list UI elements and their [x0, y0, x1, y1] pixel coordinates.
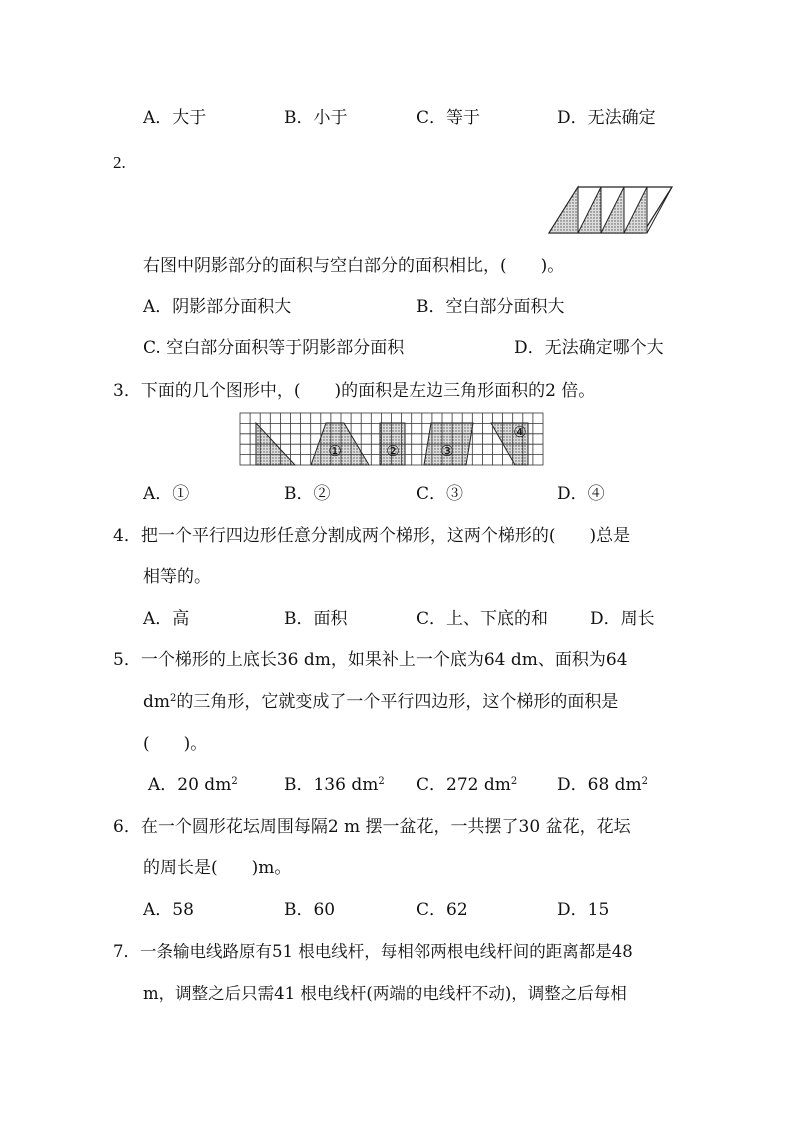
q6-option-b: B．60 [284, 900, 336, 920]
q2-option-b: B．空白部分面积大 [416, 297, 565, 317]
q2-option-c: C. 空白部分面积等于阴影部分面积 [143, 338, 405, 358]
q5-option-a: A．20 $dm^2$ [148, 775, 238, 795]
q3-option-a: A．① [143, 484, 190, 504]
q6-option-a: A．58 [143, 900, 194, 920]
q4-option-c: C．上、下底的和 [416, 609, 549, 629]
q4-option-b: B．面积 [284, 609, 348, 629]
q5-option-c: C．272 $dm^2$ [416, 775, 518, 795]
q4-option-a: A．高 [143, 609, 190, 629]
q6-option-c: C．62 [416, 900, 468, 920]
q3-stem: 3．下面的几个图形中，( )的面积是左边三角形面积的2 倍。 [113, 381, 596, 401]
q3-grid-figure [239, 412, 545, 468]
q5-line-3: ( )。 [143, 734, 208, 754]
q3-label-3: ③ [440, 442, 454, 460]
q3-label-1: ① [328, 442, 342, 460]
q6-option-d: D．15 [557, 900, 610, 920]
q2-stem: 右图中阴影部分的面积与空白部分的面积相比，( )。 [143, 256, 565, 276]
q2-number: 2. [113, 153, 126, 172]
q5-line-1: 5．一个梯形的上底长36 dm，如果补上一个底为64 dm、面积为64 [113, 650, 628, 670]
q3-option-d: D．④ [557, 484, 605, 504]
q5-option-d: D．68 $dm^2$ [557, 775, 649, 795]
q5-option-b: B．136 $dm^2$ [284, 775, 385, 795]
q4-option-d: D．周长 [590, 609, 655, 629]
q6-line-1: 6．在一个圆形花坛周围每隔2 m 摆一盆花，一共摆了30 盆花，花坛 [113, 817, 631, 837]
q7-line-2: m，调整之后只需41 根电线杆(两端的电线杆不动)，调整之后每相 [143, 984, 627, 1003]
q1-option-c: C．等于 [416, 108, 481, 128]
q1-option-a: A．大于 [143, 108, 207, 128]
q7-line-1: 7．一条输电线路原有51 根电线杆，每相邻两根电线杆间的距离都是48 [113, 942, 633, 961]
q4-line-1: 4．把一个平行四边形任意分割成两个梯形，这两个梯形的( )总是 [113, 526, 631, 546]
q3-option-b: B．② [284, 484, 331, 504]
q3-label-2: ② [386, 442, 400, 460]
q2-option-a: A．阴影部分面积大 [143, 297, 292, 317]
q3-label-4: ④ [513, 423, 527, 441]
q3-option-c: C．③ [416, 484, 464, 504]
q1-option-d: D．无法确定 [557, 108, 656, 128]
q6-line-2: 的周长是( )m。 [143, 858, 292, 878]
q2-parallelogram-figure [548, 184, 674, 236]
q1-option-b: B．小于 [284, 108, 348, 128]
q4-line-2: 相等的。 [143, 567, 211, 587]
q2-option-d: D．无法确定哪个大 [514, 338, 664, 358]
q5-line-2: $dm^2$的三角形，它就变成了一个平行四边形，这个梯形的面积是 [143, 692, 619, 712]
